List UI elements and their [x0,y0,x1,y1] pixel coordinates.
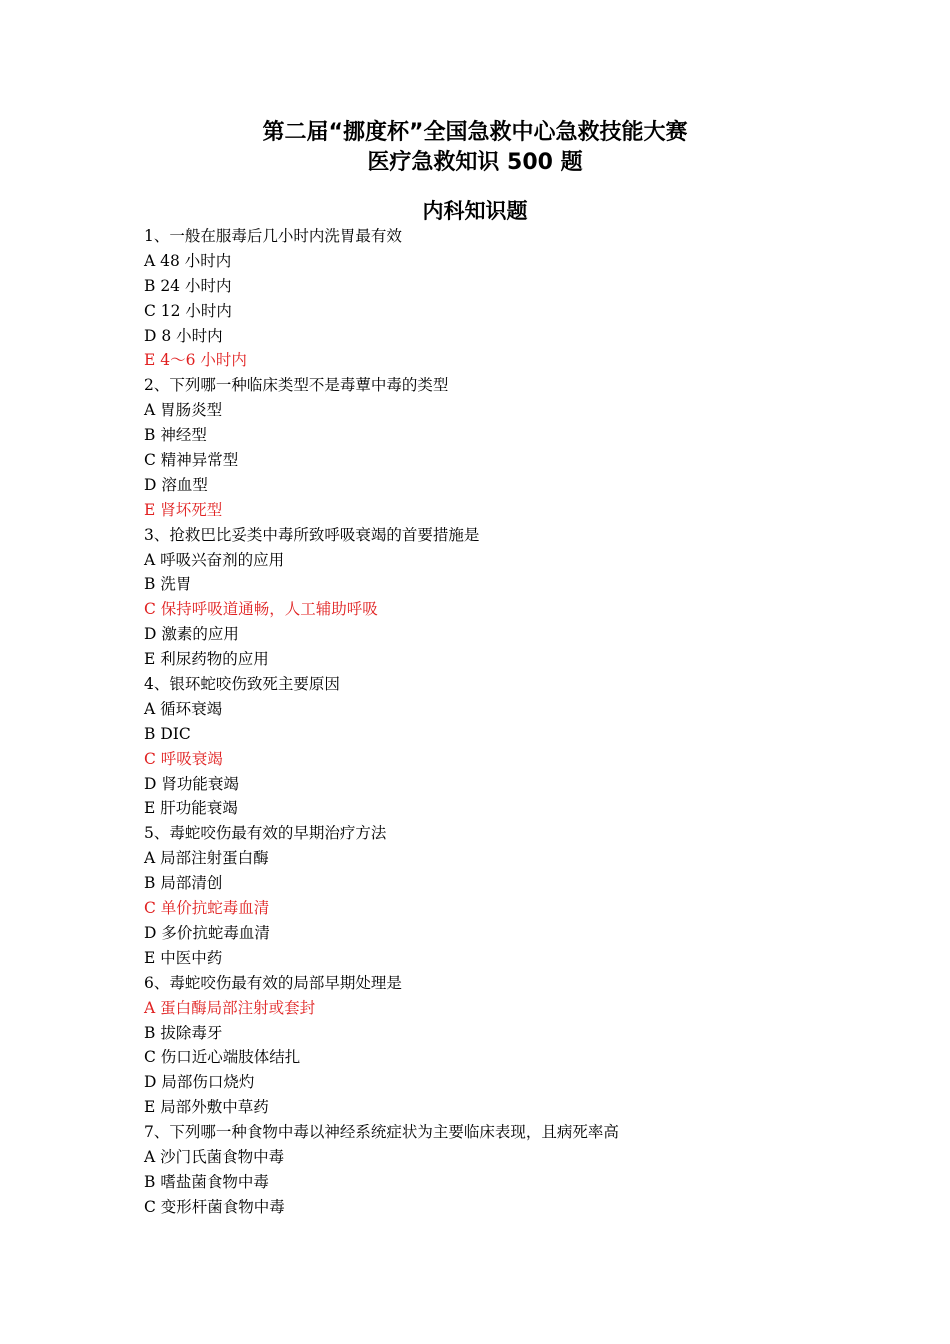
document-subtitle: 医疗急救知识 500 题 [367,150,583,175]
option: C 伤口近心端肢体结扎 [144,1048,301,1067]
option: D 肾功能衰竭 [144,774,239,793]
option: A 呼吸兴奋剂的应用 [144,550,285,569]
option: C 12 小时内 [144,301,232,320]
question-stem: 7、下列哪一种食物中毒以神经系统症状为主要临床表现，且病死率高 [144,1123,619,1142]
option: B 局部清创 [144,874,223,893]
option: D 多价抗蛇毒血清 [144,923,270,942]
question-stem: 6、毒蛇咬伤最有效的局部早期处理是 [144,973,402,992]
option: C 变形杆菌食物中毒 [144,1197,285,1216]
option: A 局部注射蛋白酶 [144,849,269,868]
correct-option: C 保持呼吸道通畅，人工辅助呼吸 [144,600,378,619]
option: B DIC [144,724,191,743]
option: A 循环衰竭 [144,699,223,718]
option: C 精神异常型 [144,451,239,470]
option: B 洗胃 [144,575,192,594]
question-stem: 3、抢救巴比妥类中毒所致呼吸衰竭的首要措施是 [144,525,480,544]
correct-option: A 蛋白酶局部注射或套封 [144,998,316,1017]
correct-option: C 呼吸衰竭 [144,749,223,768]
option: E 肝功能衰竭 [144,799,238,818]
option: A 沙门氏菌食物中毒 [144,1147,285,1166]
question-stem: 4、银环蛇咬伤致死主要原因 [144,675,340,694]
correct-option: E 4～6 小时内 [144,351,247,370]
question-stem: 5、毒蛇咬伤最有效的早期治疗方法 [144,824,387,843]
title-block [0,118,950,178]
option: B 拔除毒牙 [144,1023,223,1042]
option: E 局部外敷中草药 [144,1098,269,1117]
option: E 中医中药 [144,948,223,967]
question-stem: 2、下列哪一种临床类型不是毒蕈中毒的类型 [144,376,449,395]
question-list [144,224,844,1220]
document-title: 第二届“挪度杯”全国急救中心急救技能大赛 [262,120,688,145]
correct-option: E 肾坏死型 [144,500,223,519]
option: D 局部伤口烧灼 [144,1073,255,1092]
option: B 嗜盐菌食物中毒 [144,1172,269,1191]
correct-option: C 单价抗蛇毒血清 [144,899,270,918]
option: D 8 小时内 [144,326,223,345]
option: B 神经型 [144,426,207,445]
option: D 溶血型 [144,475,208,494]
option: B 24 小时内 [144,276,232,295]
option: A 48 小时内 [144,251,232,270]
question-stem: 1、一般在服毒后几小时内洗胃最有效 [144,227,402,245]
section-title: 内科知识题 [422,199,528,223]
option: E 利尿药物的应用 [144,650,269,669]
option: D 激素的应用 [144,625,239,644]
option: A 胃肠炎型 [144,401,223,420]
